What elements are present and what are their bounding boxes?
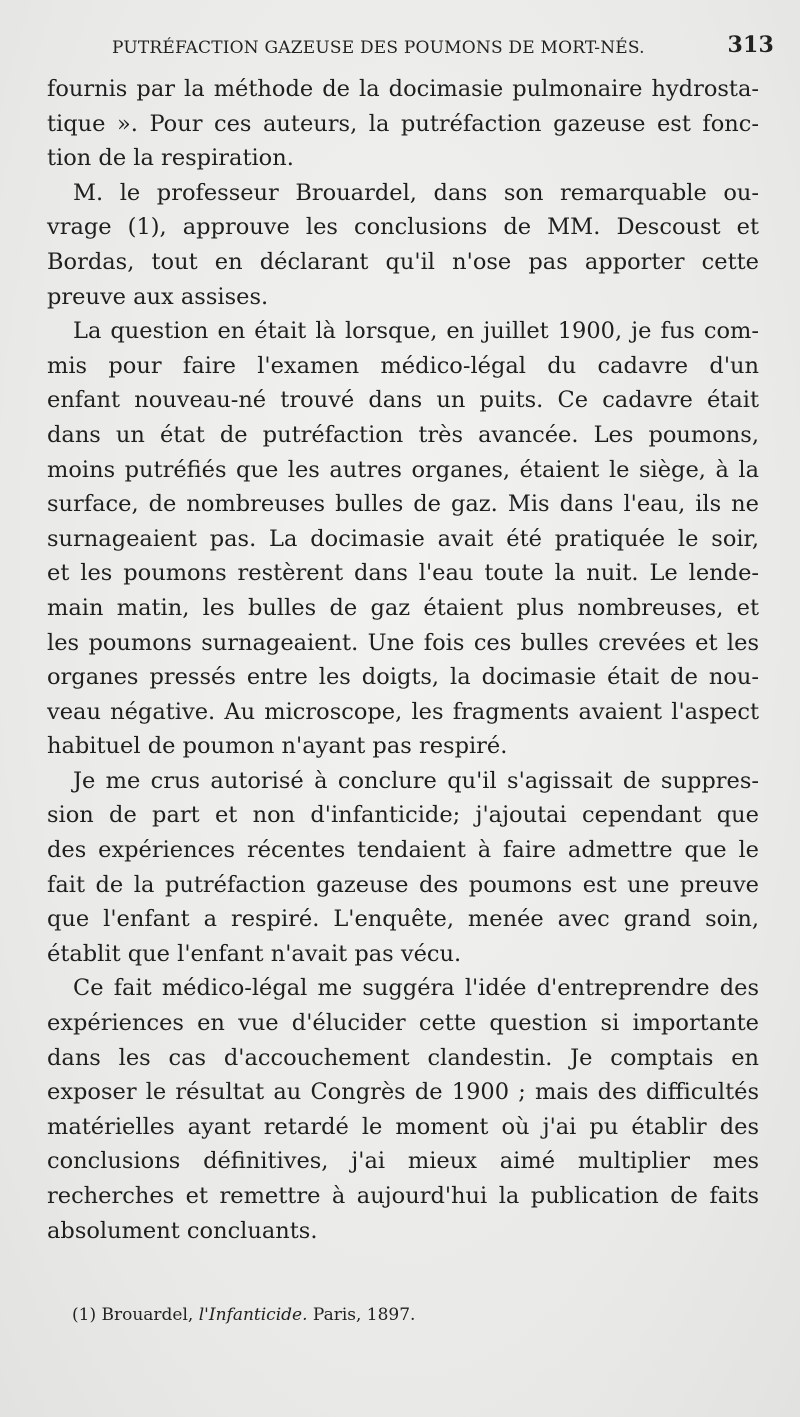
text-line: Bordas, tout en déclarant qu'il n'ose pas apporter cette [47,248,759,275]
text-line: conclusions définitives, j'ai mieux aimé multiplier mes [47,1148,759,1175]
text-line: que l'enfant a respiré. L'enquête, menée avec grand soin, [47,906,759,933]
text-line: surface, de nombreuses bulles de gaz. Mis dans l'eau, ils ne [47,491,759,518]
text-line: enfant nouveau-né trouvé dans un puits. Ce cadavre était [47,387,759,414]
footnote [72,1305,415,1325]
text-line: moins putréfiés que les autres organes, étaient le siège, à la [47,456,759,483]
running-title: PUTRÉFACTION GAZEUSE DES POUMONS DE MORT-NÉS. [112,38,645,58]
text-line: exposer le résultat au Congrès de 1900 ; mais des difficultés [47,1079,759,1106]
text-line: preuve aux assises. [47,283,269,310]
text-line: fait de la putréfaction gazeuse des poumons est une preuve [47,871,759,898]
text-line: matérielles ayant retardé le moment où j'ai pu établir des [47,1113,759,1140]
text-line: recherches et remettre à aujourd'hui la publication de faits [47,1183,759,1209]
text-line: main matin, les bulles de gaz étaient plus nombreuses, et [47,594,759,621]
running-header [112,34,784,66]
text-line: tique ». Pour ces auteurs, la putréfaction gazeuse est fonc- [47,110,759,137]
text-line: dans les cas d'accouchement clandestin. Je comptais en [47,1044,759,1071]
body-text [47,72,759,1248]
text-line: M. le professeur Brouardel, dans son remarquable ou- [73,179,759,206]
page-number: 313 [727,32,774,58]
text-line: dans un état de putréfaction très avancée. Les poumons, [47,421,759,448]
text-line: habituel de poumon n'ayant pas respiré. [47,733,508,760]
text-line: expériences en vue d'élucider cette question si importante [47,1010,759,1037]
text-line: sion de part et non d'infanticide; j'ajoutai cependant que [47,802,759,829]
text-line: tion de la respiration. [47,145,294,172]
text-line: des expériences récentes tendaient à faire admettre que le [47,837,759,864]
footnote-details: Paris, 1897. [312,1305,416,1325]
text-line: veau négative. Au microscope, les fragments avaient l'aspect [47,698,759,725]
text-line: La question en était là lorsque, en juillet 1900, je fus com- [73,318,759,345]
text-line: fournis par la méthode de la docimasie pulmonaire hydrosta- [47,76,759,102]
text-line: Je me crus autorisé à conclure qu'il s'agissait de suppres- [73,767,759,794]
footnote-work-title: l'Infanticide. [198,1305,308,1325]
text-line: organes pressés entre les doigts, la docimasie était de nou- [47,664,759,691]
text-line: Ce fait médico-légal me suggéra l'idée d'entreprendre des [73,975,759,1002]
footnote-marker: (1) Brouardel, [72,1305,194,1325]
text-line: vrage (1), approuve les conclusions de MM. Descoust et [47,214,759,241]
text-line: établit que l'enfant n'avait pas vécu. [47,940,462,967]
text-line: les poumons surnageaient. Une fois ces bulles crevées et les [47,629,759,656]
text-line: mis pour faire l'examen médico-légal du cadavre d'un [47,352,759,379]
text-line: absolument concluants. [47,1217,318,1244]
text-line: surnageaient pas. La docimasie avait été pratiquée le soir, [47,525,759,552]
text-line: et les poumons restèrent dans l'eau toute la nuit. Le lende- [47,560,759,587]
